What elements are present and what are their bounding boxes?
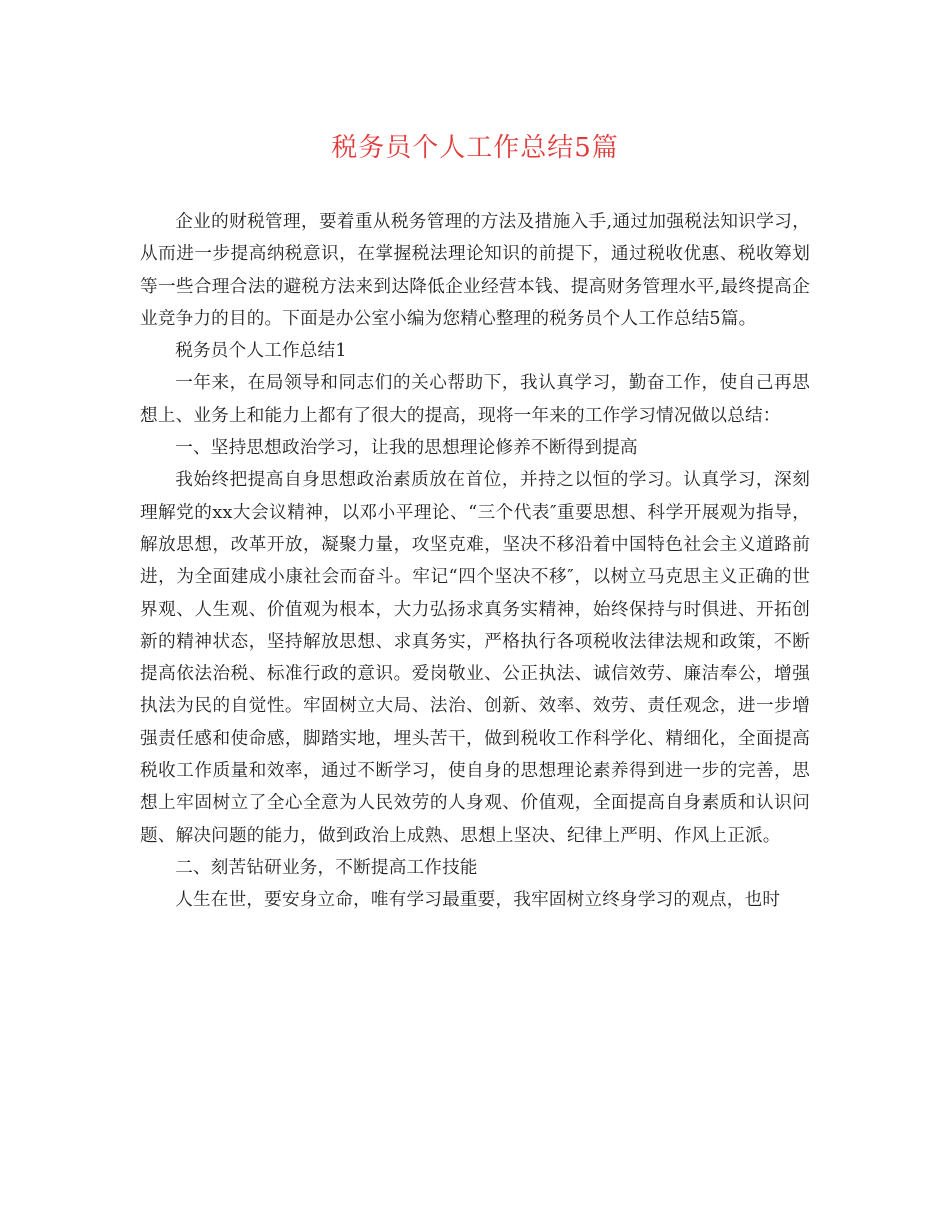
document-body [140, 206, 810, 917]
document-title: 税务员个人工作总结5篇 [331, 133, 619, 163]
intro-paragraph: 企业的财税管理，要着重从税务管理的方法及措施入手,通过加强税法知识学习，从而进一步提高纳税意识，在掌握税法理论知识的前提下，通过税收优惠、税收筹划等一些合理合法的避税方法来到达降低企业经营本钱、提高财务管理水平,最终提高企业竞争力的目的。下面是办公室小编为您精心整理的税务员个人工作总结5篇。 [140, 212, 810, 329]
subsection-heading: 一、坚持思想政治学习，让我的思想理论修养不断得到提高 [175, 438, 638, 459]
body-paragraph: 人生在世，要安身立命，唯有学习最重要，我牢固树立终身学习的观点，也时 [175, 890, 781, 911]
body-paragraph: 一年来，在局领导和同志们的关心帮助下，我认真学习，勤奋工作，使自己再思想上、业务上和能力上都有了很大的提高，现将一年来的工作学习情况做以总结： [140, 373, 810, 426]
body-paragraph: 我始终把提高自身思想政治素质放在首位，并持之以恒的学习。认真学习，深刻理解党的xx大会议精神，以邓小平理论、“三个代表″重要思想、科学开展观为指导，解放思想，改革开放，凝聚力量，攻坚克难，坚决不移沿着中国特色社会主义道路前进，为全面建成小康社会而奋斗。牢记“四个坚决不移″，以树立马克思主义正确的世界观、人生观、价值观为根本，大力弘扬求真务实精神，始终保持与时俱进、开拓创新的精神状态，坚持解放思想、求真务实，严格执行各项税收法律法规和政策，不断提高依法治税、标准行政的意识。爱岗敬业、公正执法、诚信效劳、廉洁奉公，增强执法为民的自觉性。牢固树立大局、法治、创新、效率、效劳、责任观念，进一步增强责任感和使命感，脚踏实地，埋头苦干，做到税收工作科学化、精细化，全面提高税收工作质量和效率，通过不断学习，使自身的思想理论素养得到进一步的完善，思想上牢固树立了全心全意为人民效劳的人身观、价值观，全面提高自身素质和认识问题、解决问题的能力，做到政治上成熟、思想上坚决、纪律上严明、作风上正派。 [140, 470, 810, 846]
section-heading: 税务员个人工作总结1 [175, 341, 347, 362]
subsection-heading: 二、刻苦钻研业务，不断提高工作技能 [175, 857, 478, 878]
